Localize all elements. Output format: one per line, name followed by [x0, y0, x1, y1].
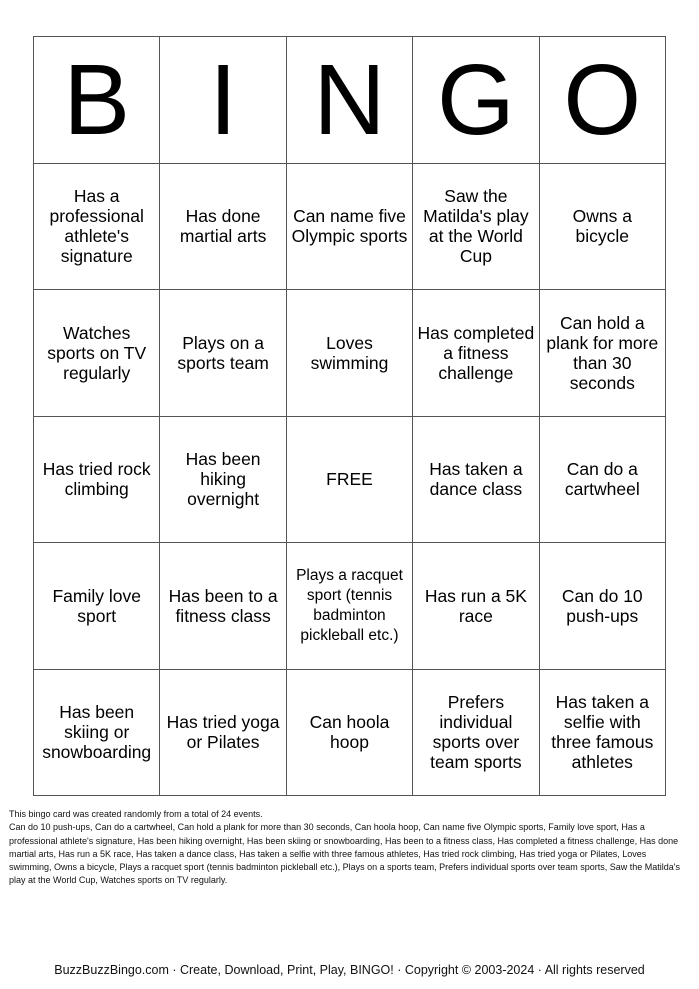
bingo-square: Plays a racquet sport (tennis badminton pickleball etc.) — [287, 543, 413, 670]
bingo-square: Watches sports on TV regularly — [34, 290, 160, 417]
bingo-square: Has been skiing or snowboarding — [34, 670, 160, 797]
free-square: FREE — [287, 417, 413, 544]
info-event-list: Can do 10 push-ups, Can do a cartwheel, Can hold a plank for more than 30 seconds, Can hoola hoop, Can name five Olympic sports, Family love sport, Has a professional athlete's signature, Has been hiking overnight, Has been skiing or snowboarding, Has been to a fitness class, Has completed a fitness challenge, Has done martial arts, Has run a 5K race, Has taken a dance class, Has taken a selfie with three famous athletes, Has tried rock climbing, Has tried yoga or Pilates, Loves swimming, Owns a bicycle, Plays a racquet sport (tennis badminton pickleball etc.), Plays on a sports team, Prefers individual sports over team sports, Saw the Matilda's play at the World Cup, Watches sports on TV regularly. — [9, 822, 681, 886]
bingo-square: Plays on a sports team — [160, 290, 286, 417]
bingo-square: Owns a bicycle — [540, 164, 666, 291]
bingo-square: Loves swimming — [287, 290, 413, 417]
bingo-square: Can name five Olympic sports — [287, 164, 413, 291]
bingo-square: Family love sport — [34, 543, 160, 670]
bingo-square: Prefers individual sports over team sports — [413, 670, 539, 797]
bingo-card — [33, 36, 666, 796]
bingo-square: Has a professional athlete's signature — [34, 164, 160, 291]
bingo-square: Has run a 5K race — [413, 543, 539, 670]
bingo-square: Can hoola hoop — [287, 670, 413, 797]
header-letter-g: G — [413, 37, 539, 164]
header-letter-b: B — [34, 37, 160, 164]
card-info — [9, 808, 689, 888]
bingo-square: Has done martial arts — [160, 164, 286, 291]
bingo-square: Has tried yoga or Pilates — [160, 670, 286, 797]
bingo-square: Has tried rock climbing — [34, 417, 160, 544]
info-summary: This bingo card was created randomly from a total of 24 events. — [9, 809, 263, 819]
bingo-square: Can do a cartwheel — [540, 417, 666, 544]
header-letter-i: I — [160, 37, 286, 164]
bingo-square: Has taken a dance class — [413, 417, 539, 544]
bingo-square: Has taken a selfie with three famous athletes — [540, 670, 666, 797]
bingo-square: Can do 10 push-ups — [540, 543, 666, 670]
bingo-square: Has been to a fitness class — [160, 543, 286, 670]
header-letter-o: O — [540, 37, 666, 164]
bingo-square: Has completed a fitness challenge — [413, 290, 539, 417]
bingo-square: Can hold a plank for more than 30 seconds — [540, 290, 666, 417]
bingo-square: Has been hiking overnight — [160, 417, 286, 544]
header-letter-n: N — [287, 37, 413, 164]
bingo-square: Saw the Matilda's play at the World Cup — [413, 164, 539, 291]
footer-copyright: BuzzBuzzBingo.com · Create, Download, Print, Play, BINGO! · Copyright © 2003-2024 · All rights reserved — [54, 963, 645, 977]
